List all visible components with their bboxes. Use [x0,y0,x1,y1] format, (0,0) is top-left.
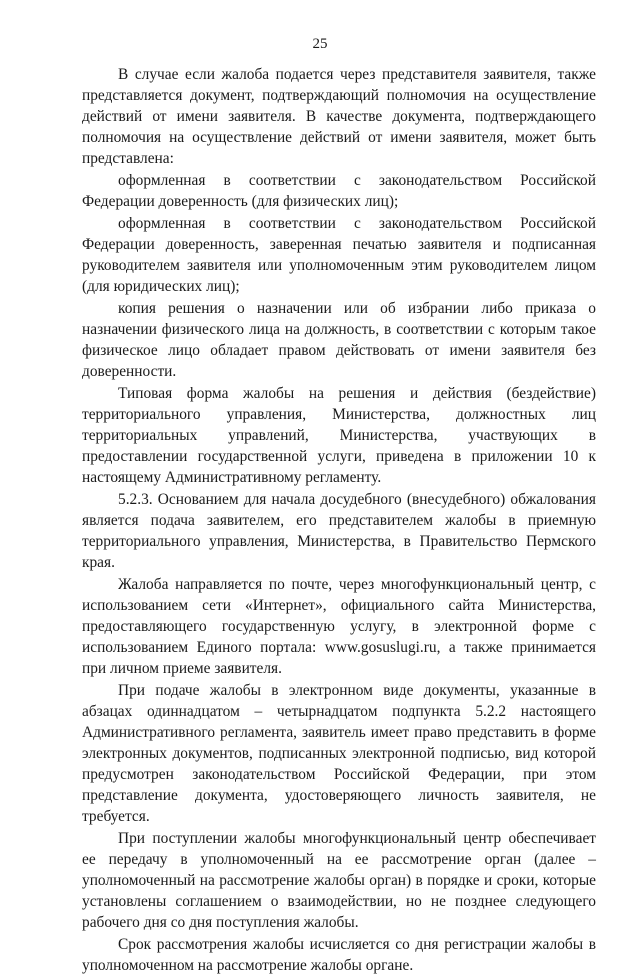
paragraph-section-5-2-3: 5.2.3. Основанием для начала досудебного (внесудебного) обжалования является подача заявителем, его представителем жалобы в приемную территориального управления, Министерства, в Правительство Пермского края. [82,491,596,571]
paragraph-appointment-decision-copy: копия решения о назначении или об избрании либо приказа о назначении физического лица на должность, в соответствии с которым такое физическое лицо обладает правом действовать от имени заявителя без доверенности. [82,300,596,380]
page-number: 25 [312,36,328,52]
paragraph-standard-complaint-form: Типовая форма жалобы на решения и действия (бездействие) территориального управления, Министерства, должностных лиц территориальных управлений, Министерства, участвующих в предоставлении государственной услуги, приведена в приложении 10 к настоящему Административному регламенту. [82,385,596,486]
document-body [82,64,596,976]
paragraph-review-period-start: Срок рассмотрения жалобы исчисляется со дня регистрации жалобы в уполномоченном на рассмотрение жалобы органе. [82,936,596,974]
paragraph-representative-documents: В случае если жалоба подается через представителя заявителя, также представляется документ, подтверждающий полномочия на осуществление действий от имени заявителя. В качестве документа, подтверждающего полномочия на осуществление действий от имени заявителя, может быть представлена: [82,66,596,167]
paragraph-complaint-submission-channels: Жалоба направляется по почте, через многофункциональный центр, с использованием сети «Интернет», официального сайта Министерства, предоставляющего государственную услугу, в электронной форме с использованием Единого портала: www.gosuslugi.ru, а также принимается при личном приеме заявителя. [82,576,596,677]
paragraph-mfc-forwarding: При поступлении жалобы многофункциональный центр обеспечивает ее передачу в уполномоченный на ее рассмотрение орган (далее – уполномоченный на рассмотрение жалобы орган) в порядке и сроки, которые установлены соглашением о взаимодействии, но не позднее следующего рабочего дня со дня поступления жалобы. [82,830,596,931]
paragraph-individual-power-of-attorney: оформленная в соответствии с законодательством Российской Федерации доверенность (для физических лиц); [82,172,596,210]
paragraph-electronic-submission: При подаче жалобы в электронном виде документы, указанные в абзацах одиннадцатом – четырнадцатом подпункта 5.2.2 настоящего Административного регламента, заявитель имеет право представить в форме электронных документов, подписанных электронной подписью, вид которой предусмотрен законодательством Российской Федерации, при этом представление документа, удостоверяющего личность заявителя, не требуется. [82,682,596,825]
paragraph-legal-entity-power-of-attorney: оформленная в соответствии с законодательством Российской Федерации доверенность, заверенная печатью заявителя и подписанная руководителем заявителя или уполномоченным этим руководителем лицом (для юридических лиц); [82,215,596,295]
